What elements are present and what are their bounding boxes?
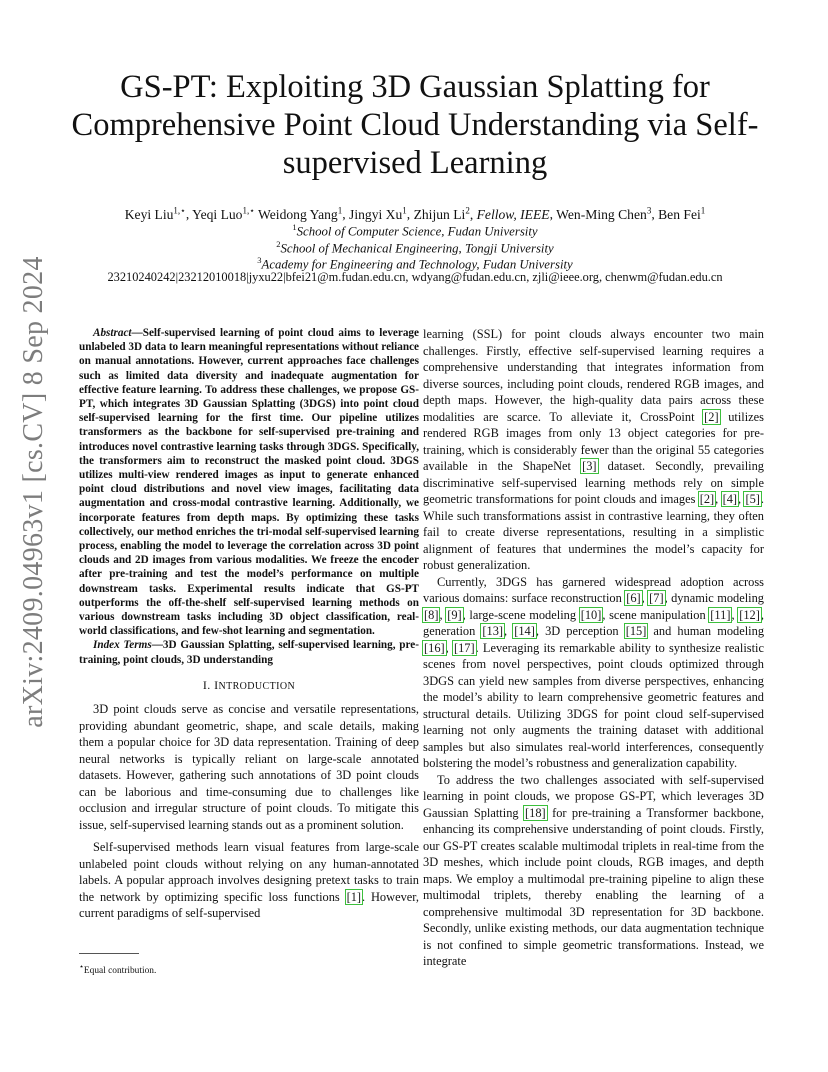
author: Ben Fei$^1$ (658, 205, 706, 222)
affiliation: $^2$School of Mechanical Engineering, Tongji University (276, 239, 554, 256)
author-emails: 23210240242|23212010018|jyxu22|bfei21@m.fudan.edu.cn, wdyang@fudan.edu.cn, zjli@ieee.org, chenwm@fudan.edu.cn (107, 270, 723, 284)
author: Weidong Yang$^1$ (258, 205, 343, 222)
citation-link[interactable]: [8] (424, 607, 439, 622)
citation-link[interactable]: [2] (699, 492, 715, 506)
left-column (79, 326, 419, 922)
footnote-divider (79, 953, 139, 954)
footnote: ⋆Equal contribution. (79, 962, 157, 977)
author-list: Keyi Liu$^{1,⋆}$, Yeqi Luo$^{1,⋆}$ Weidong Yang$^1$, Jingyi Xu$^1$, Zhijun Li$^2$, Fellow, IEEE, Wen-Ming Chen$^3$, Ben Fei$^1$ (124, 205, 706, 222)
citation-link[interactable]: [9] (447, 607, 462, 622)
paragraph: Currently, 3DGS has garnered widespread adoption across various domains: surface reconstruction [6], [7], dynamic modeling [8], [9], large-scene modeling [10], scene manipulation [11], [12], generation [13], [14], 3D perception [15] and human modeling [16], [17]. Leveraging its remarkable ability to synthesize realistic scenes from novel perspectives, point clouds optimized through 3DGS can yield new samples from diverse perspectives, enhancing the model’s ability to learn comprehensive geometric features and structural details. Utilizing 3DGS for point cloud self-supervised learning not only augments the training dataset with additional samples but also simulates real-world interferences, consequently bolstering the model’s robustness and generalization capability. (423, 574, 765, 770)
arxiv-id-text: arXiv:2409.04963v1 [cs.CV] 8 Sep 2024 (18, 256, 49, 728)
index-terms: Index Terms—3D Gaussian Splatting, self-supervised learning, pre-training, point clouds, 3D understanding (79, 639, 419, 666)
citation-link[interactable]: [2] (704, 409, 719, 424)
citation-link[interactable]: [6] (626, 591, 641, 605)
paragraph: To address the two challenges associated with self-supervised learning in point clouds, we propose GS-PT, which leverages 3D Gaussian Splatting [18] for pre-training a Transformer backbone, enhancing its comprehensive understanding of point clouds. Firstly, our GS-PT creates scalable multimodal triplets in real-time from the 3D meshes, which include point clouds, RGB images, and depth maps. We employ a multimodal pre-training pipeline to align these multimodal triplets, thereby enabling the learning of a comprehensive multimodal 3D representation for 3D backbone. Secondly, unlike existing methods, our data augmentation technique is not confined to simple geometric transformations. Instead, we integrate (423, 772, 764, 968)
paragraph: 3D point clouds serve as concise and versatile representations, providing abundant geometric, shape, and scale details, making them a popular choice for 3D data representation. Training of deep neural networks is typically reliant on large-scale annotated datasets. However, gathering such annotations of 3D point clouds can be laborious and time-consuming due to challenges like occlusion and irregular structure of point clouds. To mitigate this issue, self-supervised learning stands out as a prominent solution. (79, 702, 419, 832)
citation-link[interactable]: [16] (424, 640, 445, 655)
paragraph: learning (SSL) for point clouds always encounter two main challenges. Firstly, effective self-supervised learning requires a comprehensive understanding that integrates information from diverse sources, including point clouds, rendered RGB images, and depth maps. However, the high-quality data pairs across these modalities are scarce. To alleviate it, CrossPoint [2] utilizes rendered RGB images from only 13 object categories for pre-training, which is considerably fewer than the original 55 categories available in the ShapeNet [3] dataset. Secondly, prevailing discriminative self-supervised learning methods rely on simple geometric transformations for point clouds and images [2], [4], [5]. While such transformations assist in contrastive learning, they often fail to create diverse representations, resulting in a simplistic alignment of features that undermines the model’s capacity for robust generalization. (423, 327, 764, 572)
citation-link[interactable]: [17] (453, 640, 475, 655)
citation-link[interactable]: [13] (482, 624, 504, 638)
citation-link[interactable]: [18] (525, 805, 546, 820)
citation-link[interactable]: [5] (745, 492, 760, 506)
author: Keyi Liu$^{1,⋆}$ (124, 205, 186, 222)
arxiv-identifier (4, 256, 64, 728)
author: Jingyi Xu$^1$ (349, 205, 407, 222)
author: Wen-Ming Chen$^3$ (556, 205, 652, 222)
section-heading-introduction: I. INTRODUCTION (202, 677, 296, 692)
affiliation: $^3$Academy for Engineering and Technology, Fudan University (257, 255, 573, 272)
citation-link[interactable]: [3] (582, 459, 597, 473)
affiliation: $^1$School of Computer Science, Fudan University (292, 222, 538, 239)
citation-link[interactable]: [4] (722, 492, 738, 506)
citation-link[interactable]: [14] (514, 624, 535, 638)
citation-link[interactable]: [15] (625, 624, 647, 638)
author: Zhijun Li$^2$, Fellow, IEEE (413, 205, 550, 222)
citation-link[interactable]: [1] (346, 889, 362, 904)
citation-link[interactable]: [12] (739, 607, 760, 622)
citation-link[interactable]: [7] (649, 591, 664, 605)
paragraph: Self-supervised methods learn visual features from large-scale unlabeled point clouds without relying on any human-annotated labels. A popular approach involves designing pretext tasks to train the network by optimizing specific loss functions [1]. However, current paradigms of self-supervised (79, 840, 419, 921)
abstract: Abstract—Self-supervised learning of point cloud aims to leverage unlabeled 3D data to learn meaningful representations without reliance on manual annotations. However, current approaches face challenges such as limited data diversity and inadequate augmentation for effective feature learning. To address these challenges, we propose GS-PT, which integrates 3D Gaussian Splatting (3DGS) into point cloud self-supervised learning for the first time. Our pipeline utilizes transformers as the backbone for self-supervised pre-training and introduces novel contrastive learning tasks through 3DGS. Specifically, the transformers aim to reconstruct the masked point cloud. 3DGS utilizes multi-view rendered images as input to generate enhanced point cloud distributions and novel view images, facilitating data augmentation and cross-modal contrastive learning. Additionally, we incorporate features from depth maps. By optimizing these tasks collectively, our method enriches the tri-modal self-supervised learning process, enabling the model to leverage the correlation across 3D point clouds and 2D images from various modalities. We freeze the encoder after pre-training and test the model’s performance on multiple downstream tasks. Experimental results indicate that GS-PT outperforms the off-the-shelf self-supervised learning methods on various downstream tasks including 3D object classification, real-world classifications, and few-shot learning and segmentation. (79, 327, 419, 638)
paper-title: GS-PT: Exploiting 3D Gaussian Splatting for Comprehensive Point Cloud Understanding via Self-supervised Learning (71, 69, 759, 181)
citation-link[interactable]: [11] (710, 607, 731, 622)
citation-link[interactable]: [10] (580, 607, 602, 622)
author: Yeqi Luo$^{1,⋆}$ (192, 205, 255, 222)
right-column (423, 326, 764, 970)
